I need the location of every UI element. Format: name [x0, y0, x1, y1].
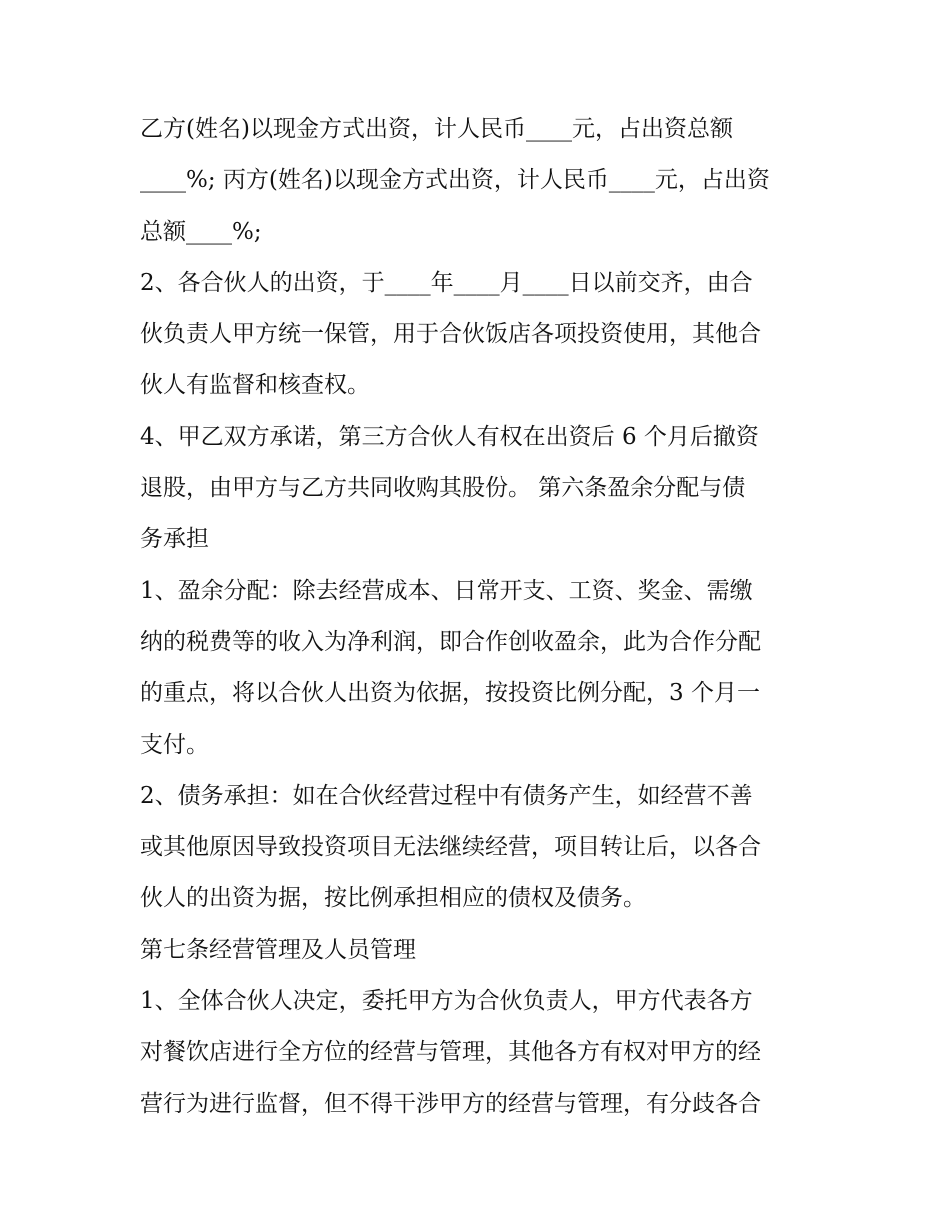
text-line: ____%; 丙方(姓名)以现金方式出资，计人民币____元，占出资 — [140, 167, 770, 194]
text-line: 1、盈余分配：除去经营成本、日常开支、工资、奖金、需缴 — [140, 577, 753, 604]
text-line: 2、债务承担：如在合伙经营过程中有债务产生，如经营不善 — [140, 782, 753, 809]
text-line: 纳的税费等的收入为净利润，即合作创收盈余，此为合作分配 — [140, 628, 761, 655]
text-line: 退股，由甲方与乙方共同收购其股份。 第六条盈余分配与债 — [140, 475, 746, 502]
text-line: 或其他原因导致投资项目无法继续经营，项目转让后，以各合 — [140, 834, 761, 861]
document-body — [140, 104, 820, 1130]
text-line: 的重点，将以合伙人出资为依据，按投资比例分配，3 个月一 — [140, 680, 760, 707]
text-line: 2、各合伙人的出资，于____年____月____日以前交齐，由合 — [140, 269, 753, 296]
text-line: 1、全体合伙人决定，委托甲方为合伙负责人，甲方代表各方 — [140, 988, 753, 1015]
text-line: 伙人有监督和核查权。 — [140, 372, 370, 399]
text-line: 伙负责人甲方统一保管，用于合伙饭店各项投资使用，其他合 — [140, 321, 761, 348]
text-line: 乙方(姓名)以现金方式出资，计人民币____元，占出资总额 — [140, 116, 733, 142]
text-line: 伙人的出资为据，按比例承担相应的债权及债务。 — [140, 885, 646, 912]
text-line: 务承担 — [140, 526, 209, 553]
text-line: 总额____%; — [140, 218, 262, 245]
text-line: 4、甲乙双方承诺，第三方合伙人有权在出资后 6 个月后撤资 — [140, 423, 759, 450]
text-line: 支付。 — [140, 731, 209, 758]
text-line: 营行为进行监督，但不得干涉甲方的经营与管理，有分歧各合 — [140, 1090, 761, 1117]
section-heading: 第七条经营管理及人员管理 — [140, 936, 416, 963]
text-line: 对餐饮店进行全方位的经营与管理，其他各方有权对甲方的经 — [140, 1039, 761, 1066]
